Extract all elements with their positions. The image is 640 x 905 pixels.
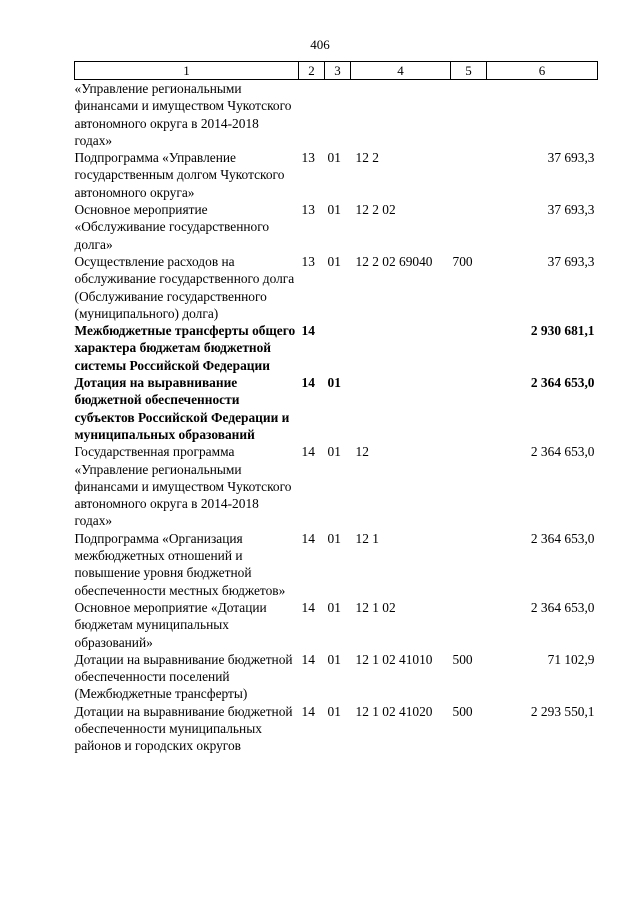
row-target-article: 12 1 (355, 530, 379, 546)
row-expense-type: 500 (452, 651, 473, 667)
row-section-code: 14 (301, 530, 315, 546)
row-amount: 2 364 653,0 (530, 530, 595, 546)
header-col-4: 4 (351, 62, 451, 80)
row-expense-type (451, 201, 487, 253)
table-row (75, 201, 598, 253)
row-name: Осуществление расходов на обслуживание государственного долга (Обслуживание государственного (муниципального) долга) (74, 253, 295, 321)
table-row (75, 80, 598, 150)
row-subsection-code: 01 (327, 202, 341, 218)
row-name: Межбюджетные трансферты общего характера бюджетам бюджетной системы Российской Федерации (74, 323, 296, 373)
row-target-article (351, 80, 451, 150)
header-col-3: 3 (325, 62, 351, 80)
row-subsection-code (325, 80, 351, 150)
row-section-code: 13 (301, 202, 315, 218)
row-amount (487, 80, 598, 150)
table-row (75, 322, 598, 374)
row-subsection-code: 01 (327, 253, 341, 269)
header-col-6: 6 (487, 62, 598, 80)
row-subsection-code: 01 (327, 651, 341, 667)
row-section-code: 13 (301, 150, 315, 166)
row-amount: 37 693,3 (547, 150, 595, 166)
row-target-article: 12 2 (355, 150, 379, 166)
row-expense-type (451, 80, 487, 150)
row-target-article: 12 1 02 (355, 599, 396, 615)
row-target-article (351, 322, 451, 374)
table-header (75, 62, 598, 80)
table-row (75, 253, 598, 322)
table-row (75, 530, 598, 599)
row-target-article: 12 1 02 41020 (355, 703, 433, 719)
row-name: Дотации на выравнивание бюджетной обеспеченности поселений (Межбюджетные трансферты) (74, 651, 293, 702)
table-row (75, 374, 598, 443)
row-name: Подпрограмма «Организация межбюджетных отношений и повышение уровня бюджетной обеспеченности местных бюджетов» (74, 530, 286, 598)
row-name: Дотация на выравнивание бюджетной обеспеченности субъектов Российской Федерации и муниципальных образований (74, 375, 290, 442)
row-target-article: 12 2 02 (355, 202, 396, 218)
row-amount: 2 930 681,1 (530, 323, 595, 339)
header-row (75, 62, 598, 80)
row-name: Основное мероприятие «Обслуживание государственного долга» (74, 202, 270, 252)
row-amount: 2 364 653,0 (530, 599, 595, 615)
row-section-code: 14 (301, 599, 315, 615)
row-amount: 2 293 550,1 (530, 703, 595, 719)
table-row (75, 703, 598, 755)
table-row (75, 599, 598, 651)
row-expense-type (451, 149, 487, 201)
row-subsection-code: 01 (327, 444, 341, 460)
row-subsection-code: 01 (327, 530, 341, 546)
row-name: Государственная программа «Управление региональными финансами и имуществом Чукотского автономного округа в 2014-2018 годах» (74, 444, 292, 529)
row-expense-type: 500 (452, 703, 473, 719)
table-row (75, 149, 598, 201)
row-target-article (351, 374, 451, 443)
row-name: «Управление региональными финансами и имуществом Чукотского автономного округа в 2014-2018 годах» (74, 81, 292, 148)
table-body (75, 80, 598, 755)
row-section-code: 13 (301, 253, 315, 269)
header-col-2: 2 (299, 62, 325, 80)
row-section-code: 14 (301, 375, 315, 391)
row-amount: 37 693,3 (547, 253, 595, 269)
header-col-1: 1 (75, 62, 299, 80)
budget-table (74, 61, 598, 755)
row-name: Основное мероприятие «Дотации бюджетам муниципальных образований» (74, 599, 267, 650)
row-section-code (299, 80, 325, 150)
row-subsection-code: 01 (327, 703, 341, 719)
row-amount: 37 693,3 (547, 202, 595, 218)
table-row (75, 651, 598, 703)
row-subsection-code: 01 (327, 375, 341, 391)
row-target-article: 12 1 02 41010 (355, 651, 433, 667)
row-expense-type (451, 530, 487, 599)
row-section-code: 14 (301, 444, 315, 460)
row-subsection-code (325, 322, 351, 374)
row-section-code: 14 (301, 703, 315, 719)
row-subsection-code: 01 (327, 599, 341, 615)
row-expense-type (451, 374, 487, 443)
row-amount: 71 102,9 (547, 651, 595, 667)
row-expense-type (451, 599, 487, 651)
row-section-code: 14 (301, 651, 315, 667)
row-target-article: 12 2 02 69040 (355, 253, 433, 269)
row-amount: 2 364 653,0 (530, 444, 595, 460)
row-subsection-code: 01 (327, 150, 341, 166)
table-row (75, 443, 598, 529)
header-col-5: 5 (451, 62, 487, 80)
row-section-code: 14 (301, 323, 315, 339)
row-name: Подпрограмма «Управление государственным долгом Чукотского автономного округа» (74, 150, 285, 200)
row-expense-type (451, 322, 487, 374)
row-name: Дотации на выравнивание бюджетной обеспеченности муниципальных районов и городских округов (74, 703, 293, 754)
row-expense-type (451, 443, 487, 529)
row-amount: 2 364 653,0 (530, 375, 595, 391)
page-number: 406 (310, 37, 330, 52)
row-target-article: 12 (355, 444, 369, 460)
row-expense-type: 700 (452, 253, 473, 269)
